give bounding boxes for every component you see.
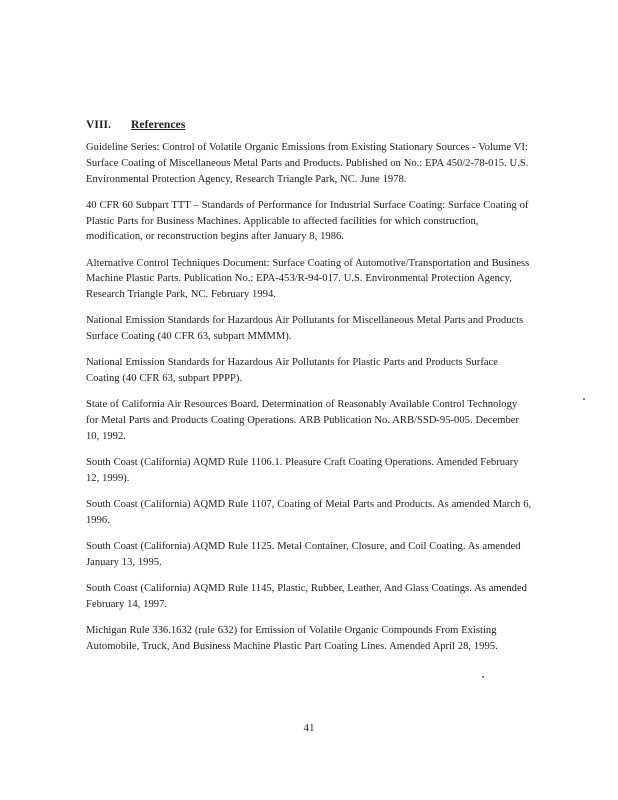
reference-item: Guideline Series: Control of Volatile Organic Emissions from Existing Stationary Sources - Volume VI: Surface Coating of Miscellaneous Metal Parts and Products. Published on No.: EPA 450/2-78-015. U.S. Environmental Protection Agency, Research Triangle Park, NC. June 1978. xyxy=(86,142,529,185)
reference-item: South Coast (California) AQMD Rule 1125. Metal Container, Closure, and Coil Coating. As amended January 13, 1995. xyxy=(86,541,521,568)
section-number: VIII. xyxy=(86,119,112,131)
reference-item: 40 CFR 60 Subpart TTT – Standards of Performance for Industrial Surface Coating: Surface Coating of Plastic Parts for Business Machines. Applicable to affected facilities for which construction, modification, or reconstruction begins after January 8, 1986. xyxy=(86,199,529,243)
scan-speck xyxy=(583,398,585,400)
reference-item: National Emission Standards for Hazardous Air Pollutants for Miscellaneous Metal Parts and Products Surface Coating (40 CFR 63, subpart MMMM). xyxy=(86,315,524,343)
reference-item: National Emission Standards for Hazardous Air Pollutants for Plastic Parts and Products Surface Coating (40 CFR 63, subpart PPPP). xyxy=(86,357,498,385)
scan-speck xyxy=(482,676,484,678)
reference-item: Alternative Control Techniques Document: Surface Coating of Automotive/Transportation and Business Machine Plastic Parts. Publication No.: EPA-453/R-94-017. U.S. Environmental Protection Agency, Research Triangle Park, NC. February 1994. xyxy=(86,257,530,301)
reference-item: South Coast (California) AQMD Rule 1106.1. Pleasure Craft Coating Operations. Amended February 12, 1999). xyxy=(86,457,519,484)
reference-item: State of California Air Resources Board. Determination of Reasonably Available Control Technology for Metal Parts and Products Coating Operations. ARB Publication No. ARB/SSD-95-005. December 10, 1992. xyxy=(86,399,519,442)
reference-item: South Coast (California) AQMD Rule 1107, Coating of Metal Parts and Products. As amended March 6, 1996. xyxy=(86,499,532,526)
page-number: 41 xyxy=(303,722,315,734)
reference-item: South Coast (California) AQMD Rule 1145, Plastic, Rubber, Leather, And Glass Coatings. As amended February 14, 1997. xyxy=(86,583,527,610)
section-title: References xyxy=(130,119,186,131)
reference-item: Michigan Rule 336.1632 (rule 632) for Emission of Volatile Organic Compounds From Existing Automobile, Truck, And Business Machine Plastic Part Coating Lines. Amended April 28, 1995. xyxy=(86,625,498,652)
section-heading xyxy=(86,119,185,131)
reference-list xyxy=(86,140,532,665)
